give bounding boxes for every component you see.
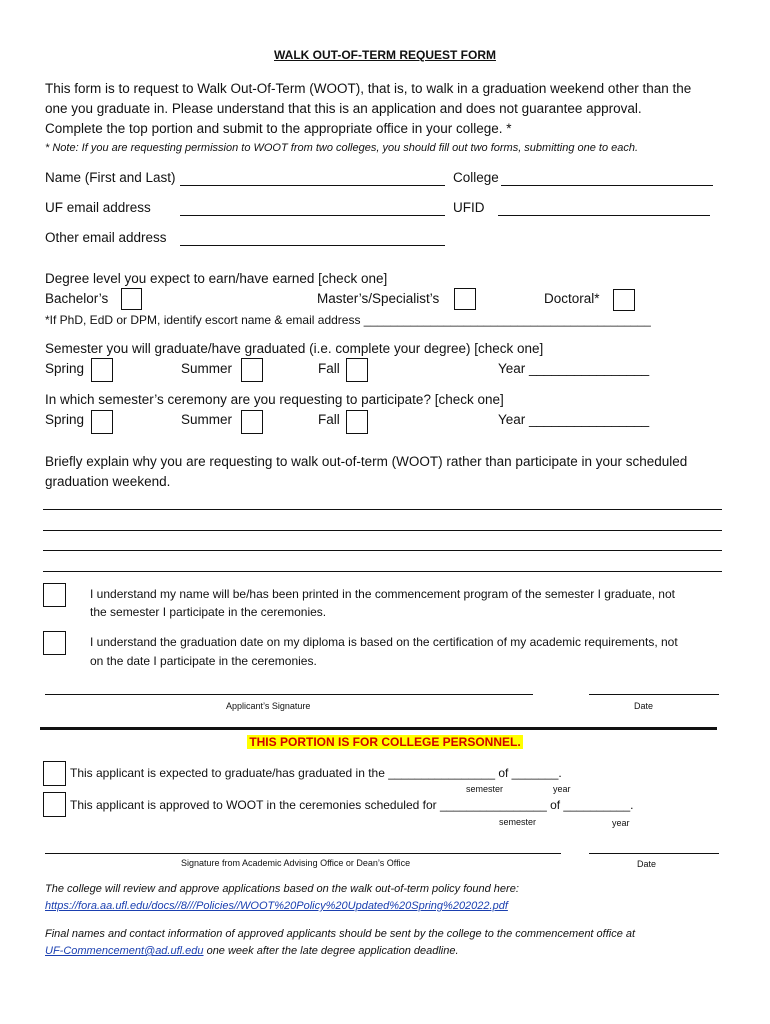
ack-name-line-1: I understand my name will be/has been printed in the commencement program of the semester I graduate, not	[90, 587, 675, 601]
contact-deadline-text: one week after the late degree application deadline.	[203, 945, 459, 957]
college-banner-wrap	[0, 733, 770, 751]
applicant-date-label: Date	[634, 701, 654, 711]
ceremony-spring-label: Spring	[45, 412, 85, 427]
explain-line[interactable]	[43, 571, 722, 572]
expected-grad-line: This applicant is expected to graduate/has graduated in the ________________ of _______.	[70, 766, 562, 780]
ceremony-summer-checkbox[interactable]	[241, 410, 263, 434]
ceremony-spring-checkbox[interactable]	[91, 410, 113, 434]
escort-note: *If PhD, EdD or DPM, identify escort name & email address ___________________________________________	[45, 313, 651, 327]
explain-line[interactable]	[43, 530, 722, 531]
ceremony-semester-heading: In which semester’s ceremony are you requesting to participate? [check one]	[45, 392, 504, 407]
contact-text: Final names and contact information of approved applicants should be sent by the college to the commencement office at	[45, 928, 636, 940]
grad-spring-label: Spring	[45, 361, 85, 376]
grad-year-field[interactable]: Year ________________	[498, 361, 650, 376]
grad-semester-heading: Semester you will graduate/have graduated (i.e. complete your degree) [check one]	[45, 341, 544, 356]
masters-checkbox[interactable]	[454, 288, 476, 310]
grad-fall-checkbox[interactable]	[346, 358, 368, 382]
ack-diploma-checkbox[interactable]	[43, 631, 66, 655]
grad-summer-checkbox[interactable]	[241, 358, 263, 382]
ack-name-line-2: the semester I participate in the ceremonies.	[90, 605, 327, 619]
ufid-label: UFID	[453, 200, 485, 215]
doctoral-checkbox[interactable]	[613, 289, 635, 311]
ufid-field[interactable]	[498, 215, 710, 216]
commencement-email-link[interactable]: UF-Commencement@ad.ufl.edu	[45, 945, 204, 957]
ceremony-fall-label: Fall	[318, 412, 340, 427]
grad-fall-label: Fall	[318, 361, 340, 376]
other-email-label: Other email address	[45, 230, 167, 245]
ceremony-summer-label: Summer	[181, 412, 233, 427]
approved-woot-semester-label: semester	[499, 817, 537, 827]
expected-grad-checkbox[interactable]	[43, 761, 66, 786]
policy-link[interactable]: https://fora.aa.ufl.edu/docs//8///Policies//WOOT%20Policy%20Updated%20Spring%202022.pdf	[45, 900, 508, 912]
college-date-field[interactable]	[589, 853, 719, 854]
explain-prompt-line-2: graduation weekend.	[45, 474, 171, 489]
applicant-signature-label: Applicant’s Signature	[226, 701, 311, 711]
other-email-field[interactable]	[180, 245, 445, 246]
intro-line-2: one you graduate in. Please understand that this is an application and does not guarantee approval.	[45, 101, 642, 116]
doctoral-label: Doctoral*	[544, 291, 600, 306]
expected-grad-semester-label: semester	[466, 784, 504, 794]
ack-name-checkbox[interactable]	[43, 583, 66, 607]
ack-diploma-line-2: on the date I participate in the ceremonies.	[90, 654, 317, 668]
explain-line[interactable]	[43, 509, 722, 510]
approved-woot-year-label: year	[612, 818, 630, 828]
college-field[interactable]	[501, 185, 713, 186]
two-colleges-note: * Note: If you are requesting permission to WOOT from two colleges, you should fill out two forms, submitting one to each.	[45, 142, 639, 154]
ceremony-year-field[interactable]: Year ________________	[498, 412, 650, 427]
college-label: College	[453, 170, 499, 185]
explain-prompt-line-1: Briefly explain why you are requesting to walk out-of-term (WOOT) rather than participate in your scheduled	[45, 454, 688, 469]
uf-email-field[interactable]	[180, 215, 445, 216]
ceremony-fall-checkbox[interactable]	[346, 410, 368, 434]
intro-line-1: This form is to request to Walk Out-Of-Term (WOOT), that is, to walk in a graduation weekend other than the	[45, 81, 692, 96]
grad-spring-checkbox[interactable]	[91, 358, 113, 382]
ack-diploma-line-1: I understand the graduation date on my diploma is based on the certification of my academic requirements, not	[90, 635, 678, 649]
approved-woot-line: This applicant is approved to WOOT in the ceremonies scheduled for ________________ of __________.	[70, 798, 634, 812]
form-title: WALK OUT-OF-TERM REQUEST FORM	[274, 48, 496, 62]
contact-line-2	[45, 945, 459, 957]
intro-line-3: Complete the top portion and submit to the appropriate office in your college. *	[45, 121, 512, 136]
grad-summer-label: Summer	[181, 361, 233, 376]
name-label: Name (First and Last)	[45, 170, 176, 185]
expected-grad-year-label: year	[553, 784, 571, 794]
approved-woot-checkbox[interactable]	[43, 792, 66, 817]
applicant-signature-field[interactable]	[45, 694, 533, 695]
degree-heading: Degree level you expect to earn/have earned [check one]	[45, 271, 388, 286]
bachelors-checkbox[interactable]	[121, 288, 142, 310]
applicant-date-field[interactable]	[589, 694, 719, 695]
bachelors-label: Bachelor’s	[45, 291, 109, 306]
college-signature-label: Signature from Academic Advising Office or Dean’s Office	[181, 858, 411, 868]
explain-line[interactable]	[43, 550, 722, 551]
uf-email-label: UF email address	[45, 200, 151, 215]
masters-label: Master’s/Specialist’s	[317, 291, 440, 306]
college-signature-field[interactable]	[45, 853, 561, 854]
college-personnel-banner: THIS PORTION IS FOR COLLEGE PERSONNEL.	[249, 735, 521, 749]
section-divider	[40, 727, 717, 730]
name-field[interactable]	[180, 185, 445, 186]
college-date-label: Date	[637, 859, 657, 869]
policy-text: The college will review and approve applications based on the walk out-of-term policy found here:	[45, 883, 519, 895]
